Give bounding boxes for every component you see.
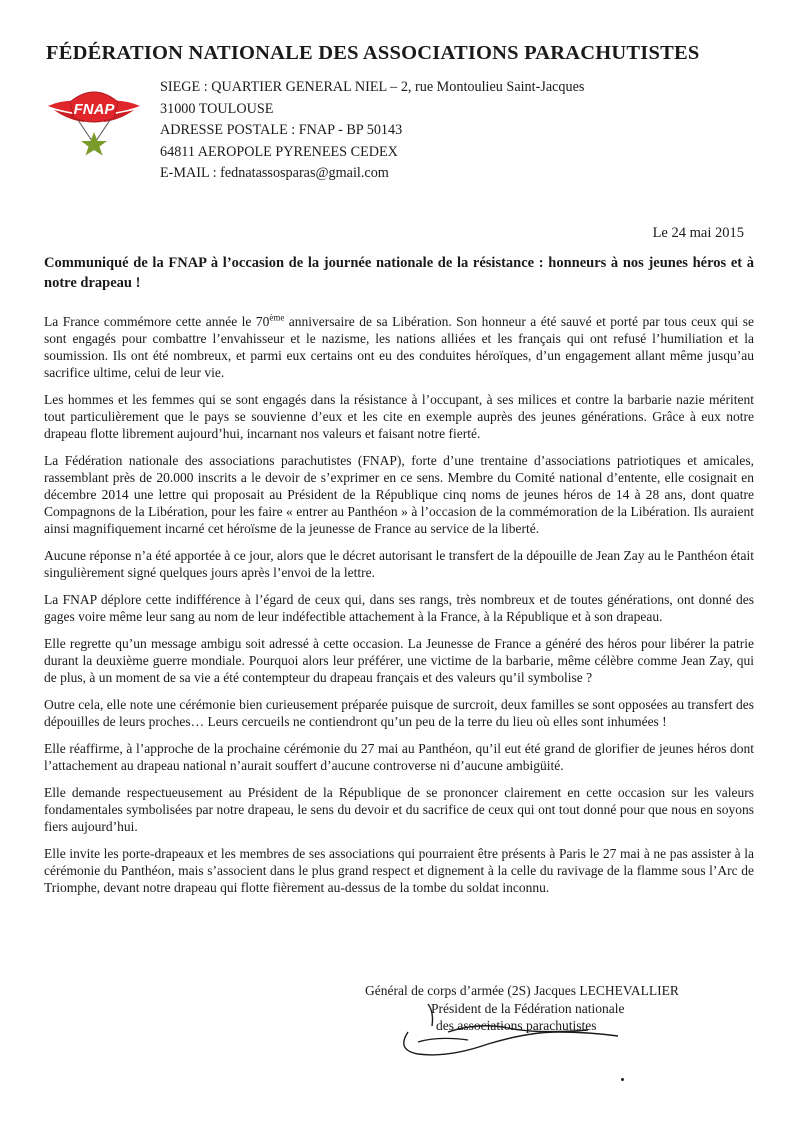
paragraph: Elle invite les porte-drapeaux et les membres de ses associations qui pourraient être présents à Paris le 27 mai à ne pas assister à la cérémonie du Panthéon, mais s’associent dans le plus grand respect et dignement à la celle du ravivage de la flamme sous l’Arc de Triomphe, devant notre drapeau qui flotte fièrement au-dessus de la tombe du soldat inconnu. [44,846,754,895]
paragraph: Elle regrette qu’un message ambigu soit adressé à cette occasion. La Jeunesse de France a généré des héros pour libérer la patrie durant la deuxième guerre mondiale. Pourquoi alors leur préférer, une victime de la barbarie, même célèbre comme Jean Zay, qui de plus, à un moment de sa vie a été contempteur du drapeau français et des valeurs qu’il symbolise ? [44,636,754,685]
paragraph: La Fédération nationale des associations parachutistes (FNAP), forte d’une trentaine d’associations patriotiques et amicales, rassemblant près de 20.000 inscrits a le devoir de s’exprimer en ce sens. Membre du Comité national d’entente, elle cosignait en décembre 2014 une lettre qui proposait au Président de la République cinq noms de jeunes héros de 14 à 28 ans, dont quatre Compagnons de la Libération, pour les faire « entrer au Panthéon » à l’occasion de la commémoration de la Libération. Ils auraient ainsi magnifiquement incarné cet héroïsme de la jeunesse de France au service de la liberté. [44,453,754,536]
communique-headline: Communiqué de la FNAP à l’occasion de la journée nationale de la résistance : honneurs à nos jeunes héros et à notre drapeau ! [44,255,754,291]
email-line: E-MAIL : fednatassosparas@gmail.com [160,165,389,181]
paragraph: Les hommes et les femmes qui se sont engagés dans la résistance à l’occupant, à ses milices et contre la barbarie nazie méritent tout particulièrement que le pays se souvienne d’eux et les cite en exemple auprès des jeunes générations. Grâce à eux notre drapeau flotte librement aujourd’hui, incarnant nos valeurs et faisant notre fierté. [44,392,754,441]
paragraph: Elle demande respectueusement au Président de la République de se prononcer clairement en cette occasion sur les valeurs fondamentales symbolisées par notre drapeau, le sens du devoir et du sacrifice de ceux qui ont tout donné pour que nous en soyons fiers aujourd’hui. [44,785,754,834]
address-line: 31000 TOULOUSE [160,100,274,117]
address-line: 64811 AEROPOLE PYRENEES CEDEX [160,143,398,160]
paragraph: Outre cela, elle note une cérémonie bien curieusement préparée puisque de surcroit, deux familles se sont opposées au transfert des dépouilles de leurs proches… Leurs cercueils ne contiendront qu’un peu de la terre du lieu où elles sont inhumées ! [44,697,754,729]
paragraph: Elle réaffirme, à l’approche de la prochaine cérémonie du 27 mai au Panthéon, qu’il eut été grand de glorifier de jeunes héros dont l’attachement au drapeau national n’aurait souffert d’aucune controverse ni d’aucune ambigüité. [44,741,754,773]
ink-dot [621,1078,624,1081]
address-line: ADRESSE POSTALE : FNAP - BP 50143 [160,122,403,138]
paragraph: Aucune réponse n’a été apportée à ce jour, alors que le décret autorisant le transfert de la dépouille de Jean Zay au le Panthéon était singulièrement signé quelques jours après l’envoi de la lettre. [44,548,754,580]
letter-body [44,313,754,906]
logo-text: FNAP [73,101,115,118]
paragraph: La France commémore cette année le 70ème anniversaire de sa Libération. Son honneur a été sauvé et porté par tous ceux qui se sont engagés pour combattre l’envahisseur et le nazisme, les nations alliées et les français qui ont refusé l’humiliation et la soumission. Ils ont été nombreux, et parmi eux certains ont eu des conduites héroïques, d’un engagement allant même jusqu’au sacrifice ultime, celui de leur vie. [44,312,755,380]
fnap-logo [44,80,144,160]
handwritten-signature [388,992,638,1072]
signatory-name: Général de corps d’armée (2S) Jacques LECHEVALLIER [365,983,679,998]
signatory-title: Président de la Fédération nationale [431,1000,625,1016]
letter-date: Le 24 mai 2015 [652,225,744,241]
signatory-organization: des associations parachutistes [436,1018,597,1033]
organization-title: FÉDÉRATION NATIONALE DES ASSOCIATIONS PARACHUTISTES [46,42,700,64]
address-block [160,77,720,185]
paragraph: La FNAP déplore cette indifférence à l’égard de ceux qui, dans ses rangs, très nombreux et de toutes générations, ont donné des gages voire même leur sang au nom de leur indéfectible attachement à la France, à la République et à son drapeau. [44,592,754,624]
address-line: SIEGE : QUARTIER GENERAL NIEL – 2, rue Montoulieu Saint-Jacques [160,79,585,95]
